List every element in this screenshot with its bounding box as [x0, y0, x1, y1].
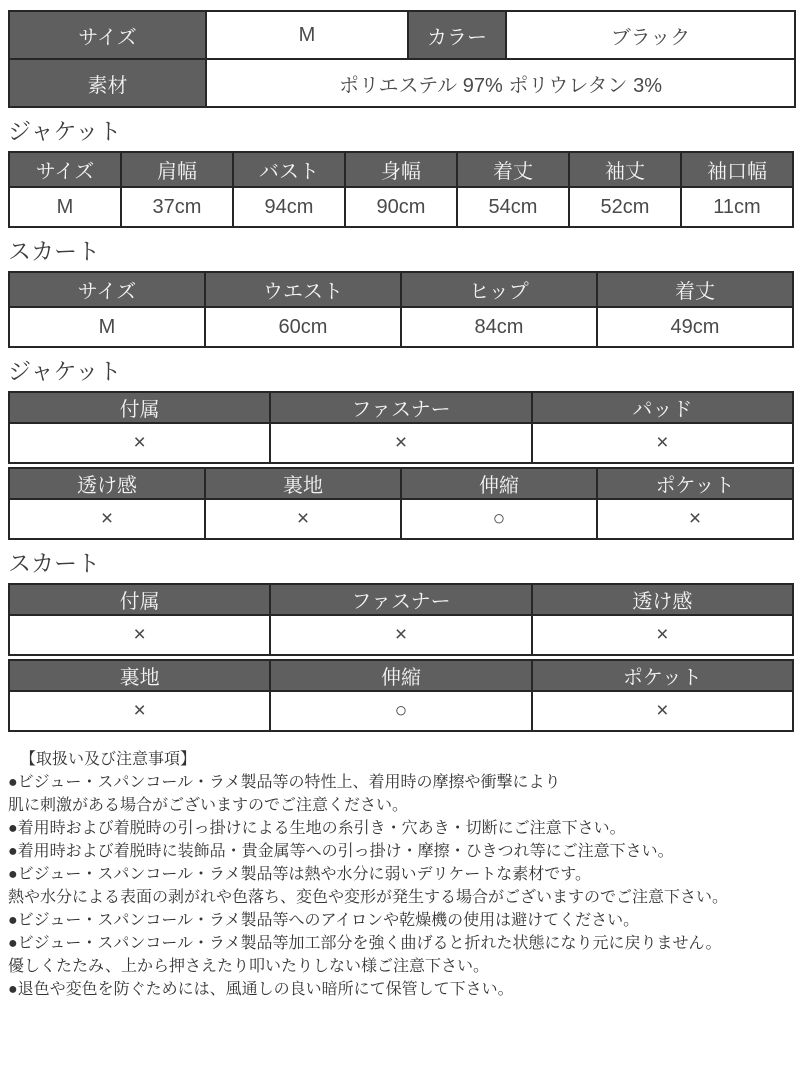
color-header-cell: カラー	[408, 11, 506, 59]
spec-table	[8, 10, 796, 108]
cross-mark: ×	[597, 499, 793, 539]
table-value-row	[9, 615, 793, 655]
header-cell: サイズ	[9, 152, 121, 187]
size-header-cell: サイズ	[9, 11, 206, 59]
header-cell: サイズ	[9, 272, 205, 307]
header-cell: 袖口幅	[681, 152, 793, 187]
header-cell: ポケット	[597, 468, 793, 499]
header-cell: 伸縮	[401, 468, 597, 499]
jacket-features-table-2	[8, 467, 794, 540]
care-note-line: ●着用時および着脱時の引っ掛けによる生地の糸引き・穴あき・切断にご注意下さい。	[8, 820, 626, 837]
cross-mark: ×	[270, 423, 531, 463]
table-value-row	[9, 187, 793, 227]
header-cell: パッド	[532, 392, 793, 423]
jacket-features-section-label: ジャケット	[8, 358, 122, 384]
header-cell: 付属	[9, 584, 270, 615]
care-note-line: ●着用時および着脱時に装飾品・貴金属等への引っ掛け・摩擦・ひきつれ等にご注意下さい。	[8, 843, 674, 860]
table-header-row	[9, 392, 793, 423]
material-value-cell: ポリエステル 97% ポリウレタン 3%	[206, 59, 795, 107]
material-header-cell: 素材	[9, 59, 206, 107]
cross-mark: ×	[9, 423, 270, 463]
circle-mark: ○	[270, 691, 531, 731]
table-value-row	[9, 307, 793, 347]
value-cell: 52cm	[569, 187, 681, 227]
care-note-line: ●ビジュー・スパンコール・ラメ製品等へのアイロンや乾燥機の使用は避けてください。	[8, 912, 640, 929]
cross-mark: ×	[532, 615, 793, 655]
cross-mark: ×	[9, 499, 205, 539]
header-cell: 裏地	[9, 660, 270, 691]
cross-mark: ×	[9, 615, 270, 655]
care-note-line: ●ビジュー・スパンコール・ラメ製品等は熱や水分に弱いデリケートな素材です。	[8, 866, 591, 883]
table-value-row	[9, 499, 793, 539]
header-cell: 着丈	[597, 272, 793, 307]
care-note-line: ●ビジュー・スパンコール・ラメ製品等の特性上、着用時の摩擦や衝撃により	[8, 774, 561, 791]
header-cell: ヒップ	[401, 272, 597, 307]
header-cell: 透け感	[532, 584, 793, 615]
header-cell: 袖丈	[569, 152, 681, 187]
cross-mark: ×	[205, 499, 401, 539]
cross-mark: ×	[9, 691, 270, 731]
value-cell: 60cm	[205, 307, 401, 347]
care-note-line: 熱や水分による表面の剥がれや色落ち、変色や変形が発生する場合がございますのでご注意下さい。	[8, 889, 729, 906]
header-cell: 裏地	[205, 468, 401, 499]
care-note-line: ●退色や変色を防ぐためには、風通しの良い暗所にて保管して下さい。	[8, 981, 514, 998]
value-cell: 11cm	[681, 187, 793, 227]
header-cell: ウエスト	[205, 272, 401, 307]
size-value-cell: M	[206, 11, 408, 59]
header-cell: バスト	[233, 152, 345, 187]
table-value-row	[9, 423, 793, 463]
header-cell: 肩幅	[121, 152, 233, 187]
header-cell: 付属	[9, 392, 270, 423]
cross-mark: ×	[532, 691, 793, 731]
table-value-row	[9, 691, 793, 731]
skirt-size-section-label: スカート	[8, 238, 100, 264]
jacket-features-table-1	[8, 391, 794, 464]
skirt-features-table-1	[8, 583, 794, 656]
table-header-row	[9, 584, 793, 615]
color-value-cell: ブラック	[506, 11, 795, 59]
care-note-line: 肌に刺激がある場合がございますのでご注意ください。	[8, 797, 409, 814]
value-cell: M	[9, 187, 121, 227]
care-notes	[8, 748, 794, 1001]
table-header-row	[9, 272, 793, 307]
table-header-row	[9, 152, 793, 187]
circle-mark: ○	[401, 499, 597, 539]
header-cell: ポケット	[532, 660, 793, 691]
table-header-row	[9, 660, 793, 691]
header-cell: 身幅	[345, 152, 457, 187]
skirt-features-table-2	[8, 659, 794, 732]
value-cell: 84cm	[401, 307, 597, 347]
skirt-features-section-label: スカート	[8, 550, 100, 576]
value-cell: M	[9, 307, 205, 347]
value-cell: 90cm	[345, 187, 457, 227]
header-cell: 着丈	[457, 152, 569, 187]
value-cell: 54cm	[457, 187, 569, 227]
value-cell: 94cm	[233, 187, 345, 227]
care-note-line: ●ビジュー・スパンコール・ラメ製品等加工部分を強く曲げると折れた状態になり元に戻りません。	[8, 935, 722, 952]
jacket-size-section-label: ジャケット	[8, 118, 122, 144]
header-cell: ファスナー	[270, 392, 531, 423]
table-header-row	[9, 468, 793, 499]
care-note-line: 優しくたたみ、上から押さえたり叩いたりしない様ご注意下さい。	[8, 958, 489, 975]
cross-mark: ×	[270, 615, 531, 655]
care-notes-title: 【取扱い及び注意事項】	[20, 751, 197, 768]
header-cell: ファスナー	[270, 584, 531, 615]
jacket-size-table	[8, 151, 794, 228]
header-cell: 伸縮	[270, 660, 531, 691]
header-cell: 透け感	[9, 468, 205, 499]
value-cell: 49cm	[597, 307, 793, 347]
skirt-size-table	[8, 271, 794, 348]
value-cell: 37cm	[121, 187, 233, 227]
cross-mark: ×	[532, 423, 793, 463]
